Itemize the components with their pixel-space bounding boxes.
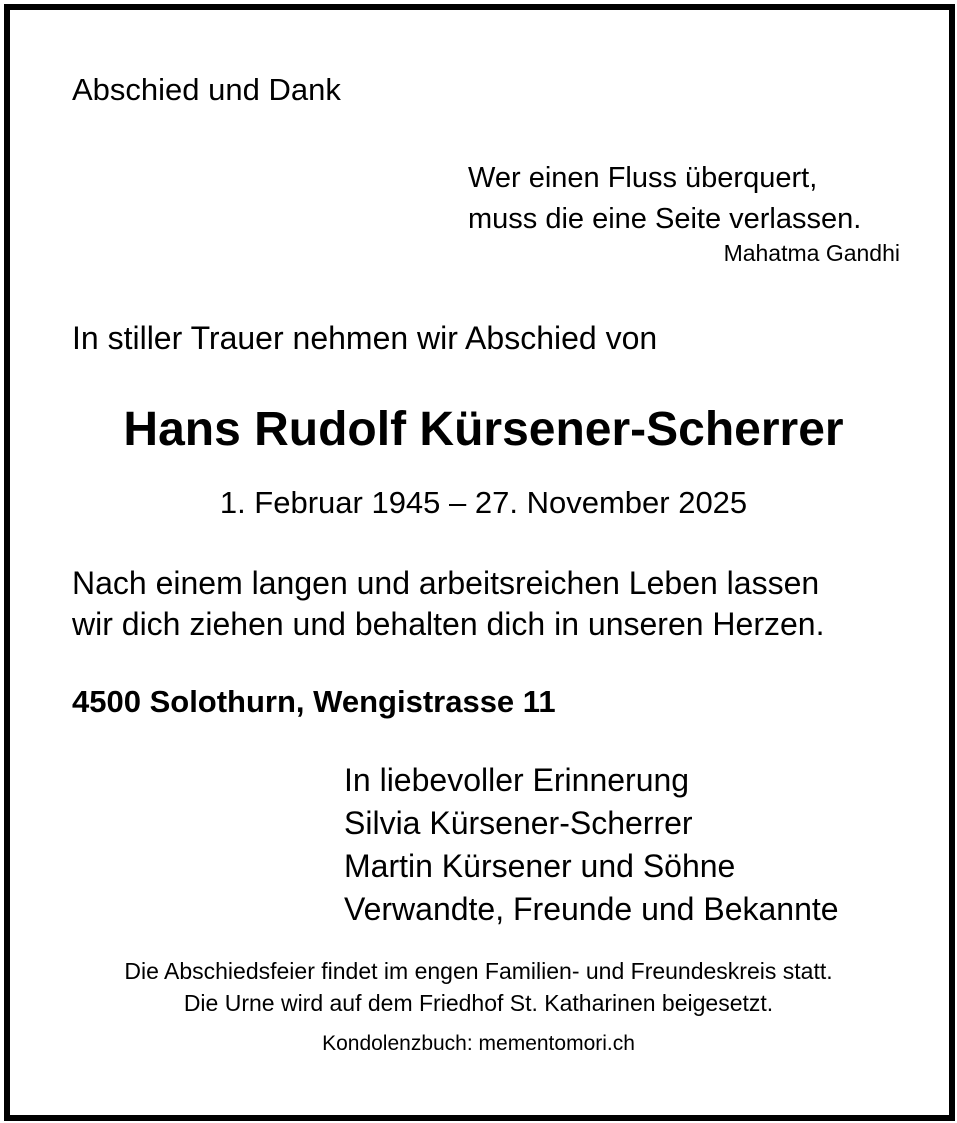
quote-line: Wer einen Fluss überquert,	[468, 162, 818, 194]
mourners-line: Silvia Kürsener-Scherrer	[344, 805, 693, 841]
address: 4500 Solothurn, Wengistrasse 11	[72, 684, 556, 719]
mourners-line: Verwandte, Freunde und Bekannte	[344, 891, 839, 927]
deceased-name: Hans Rudolf Kürsener-Scherrer	[123, 403, 844, 456]
mourners-list	[344, 759, 839, 931]
message-line: Nach einem langen und arbeitsreichen Leben lassen	[72, 565, 820, 601]
notice-line: Die Abschiedsfeier findet im engen Familien- und Freundeskreis statt.	[124, 958, 833, 984]
ceremony-notice	[0, 955, 957, 1019]
condolence-book: Kondolenzbuch: mementomori.ch	[322, 1032, 635, 1055]
message-line: wir dich ziehen und behalten dich in unseren Herzen.	[72, 606, 825, 642]
quote	[468, 158, 861, 240]
mourners-line: Martin Kürsener und Söhne	[344, 848, 736, 884]
notice-line: Die Urne wird auf dem Friedhof St. Katharinen beigesetzt.	[183, 990, 774, 1016]
mourners-line: In liebevoller Erinnerung	[344, 762, 690, 798]
quote-author: Mahatma Gandhi	[723, 240, 900, 266]
intro-text: In stiller Trauer nehmen wir Abschied von	[72, 320, 658, 356]
obituary-frame	[4, 4, 955, 1121]
life-dates: 1. Februar 1945 – 27. November 2025	[219, 485, 748, 520]
page-title: Abschied und Dank	[72, 72, 341, 107]
quote-line: muss die eine Seite verlassen.	[468, 203, 862, 235]
farewell-message	[72, 563, 824, 645]
